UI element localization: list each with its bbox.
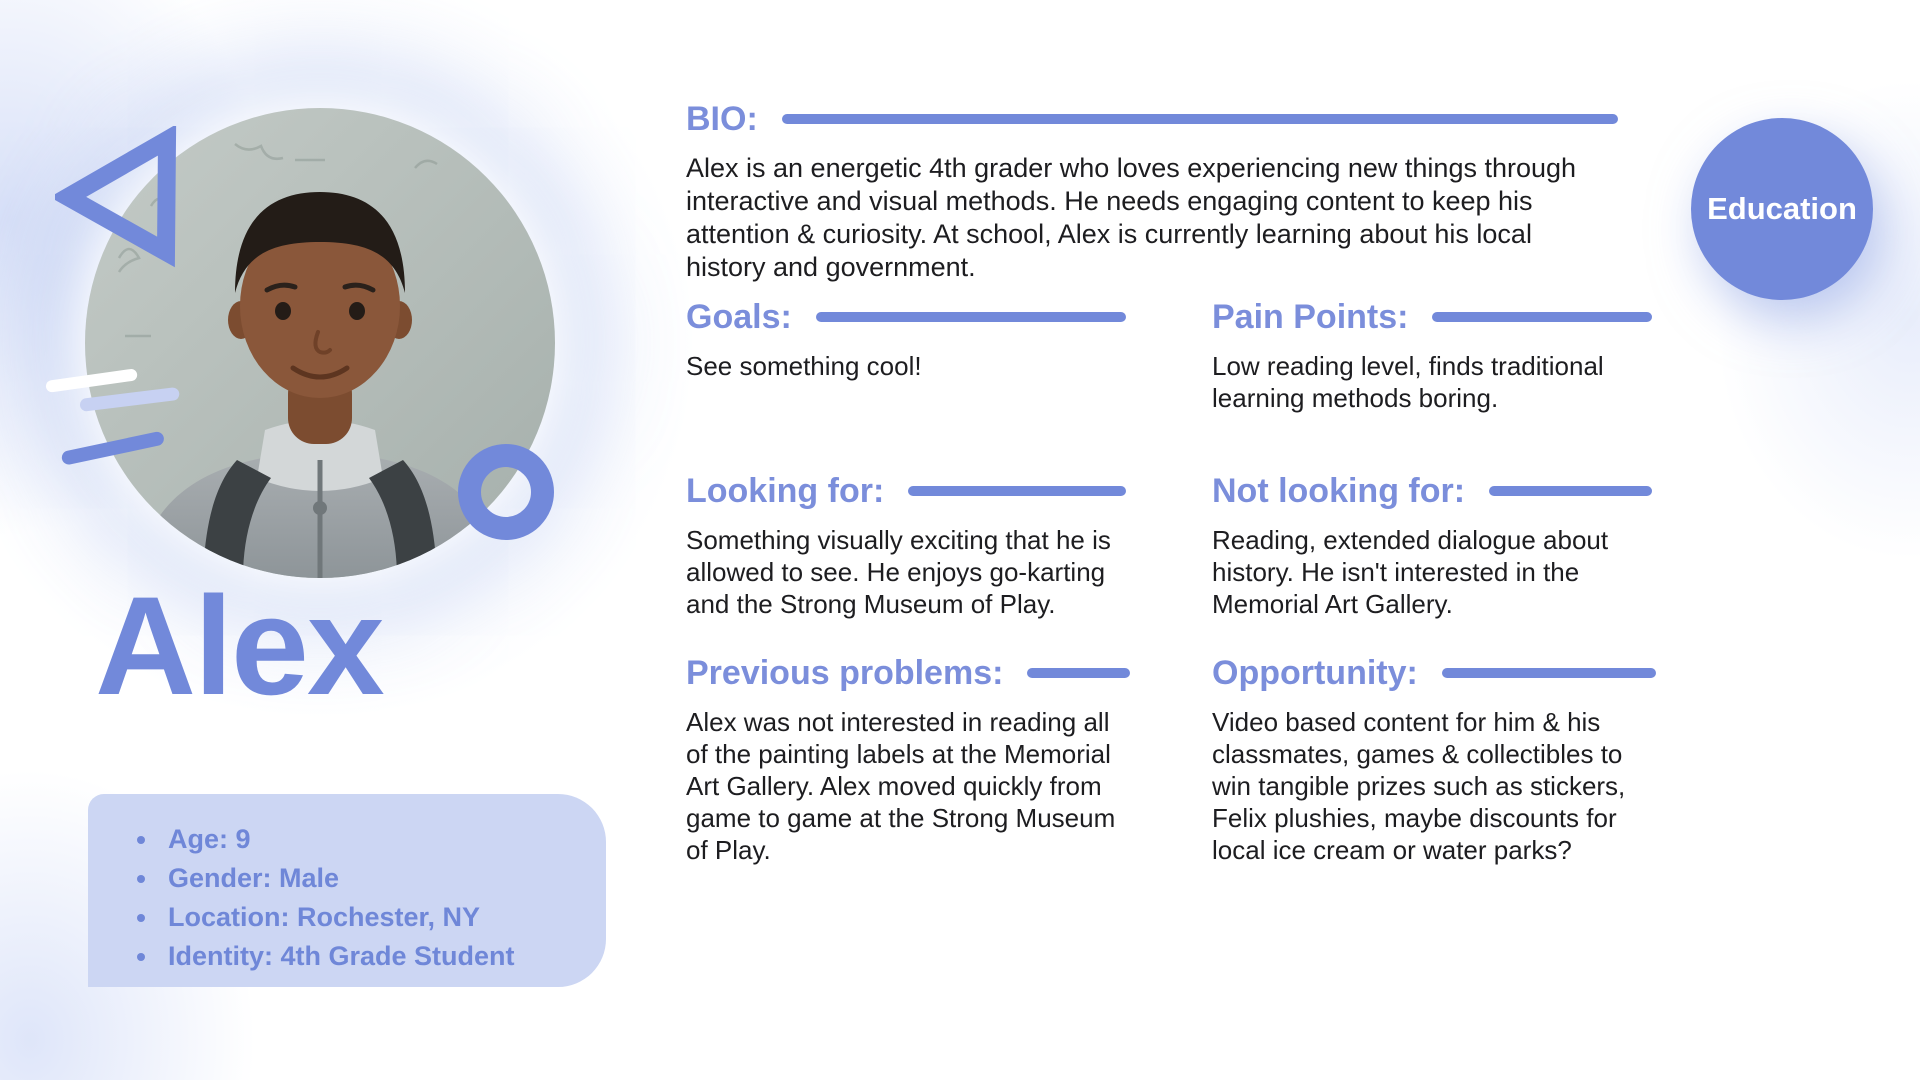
triangle-decoration-icon	[55, 126, 190, 276]
detail-item-age: • Age: 9	[160, 820, 582, 859]
section-bio-label: BIO:	[686, 100, 758, 138]
section-looking-for	[686, 470, 1126, 620]
section-looking-for-label: Looking for:	[686, 472, 885, 510]
education-badge	[1691, 118, 1873, 300]
divider-line	[782, 114, 1618, 124]
section-opportunity-label: Opportunity:	[1212, 654, 1418, 692]
section-bio-text: Alex is an energetic 4th grader who loves experiencing new things through interactive and visual methods. He needs engaging content to keep his attention & curiosity. At school, Alex is currently learning about his local history and government.	[686, 153, 1577, 282]
section-not-looking-for	[1212, 470, 1652, 620]
section-pain-points-text: Low reading level, finds traditional learning methods boring.	[1212, 351, 1604, 413]
section-pain-points-label: Pain Points:	[1212, 298, 1409, 336]
section-goals-label: Goals:	[686, 298, 792, 336]
section-not-looking-for-text: Reading, extended dialogue about history. He isn't interested in the Memorial Art Gallery.	[1212, 525, 1609, 619]
divider-line	[1027, 668, 1130, 678]
ring-decoration-icon	[458, 444, 554, 540]
details-box	[88, 794, 606, 987]
section-bio	[686, 98, 1618, 284]
section-not-looking-for-label: Not looking for:	[1212, 472, 1466, 510]
education-badge-label: Education	[1707, 191, 1857, 226]
section-previous-problems	[686, 652, 1130, 866]
persona-name: Alex	[95, 567, 383, 724]
section-pain-points	[1212, 296, 1652, 414]
section-opportunity	[1212, 652, 1656, 866]
detail-item-identity: • Identity: 4th Grade Student	[160, 937, 582, 976]
section-previous-problems-text: Alex was not interested in reading all of the painting labels at the Memorial Art Gallery. Alex moved quickly from game to game at the Strong Museum of Play.	[686, 707, 1116, 865]
section-opportunity-text: Video based content for him & his classmates, games & collectibles to win tangible prizes such as stickers, Felix plushies, maybe discounts for local ice cream or water parks?	[1212, 707, 1626, 865]
divider-line	[1442, 668, 1656, 678]
section-looking-for-text: Something visually exciting that he is allowed to see. He enjoys go-karting and the Strong Museum of Play.	[686, 525, 1111, 619]
section-goals-text: See something cool!	[686, 351, 922, 381]
details-list	[136, 820, 582, 976]
section-goals	[686, 296, 1126, 382]
divider-line	[908, 486, 1126, 496]
divider-line	[1432, 312, 1652, 322]
detail-item-gender: • Gender: Male	[160, 859, 582, 898]
section-previous-problems-label: Previous problems:	[686, 654, 1004, 692]
detail-item-location: • Location: Rochester, NY	[160, 898, 582, 937]
divider-line	[1489, 486, 1652, 496]
divider-line	[816, 312, 1126, 322]
